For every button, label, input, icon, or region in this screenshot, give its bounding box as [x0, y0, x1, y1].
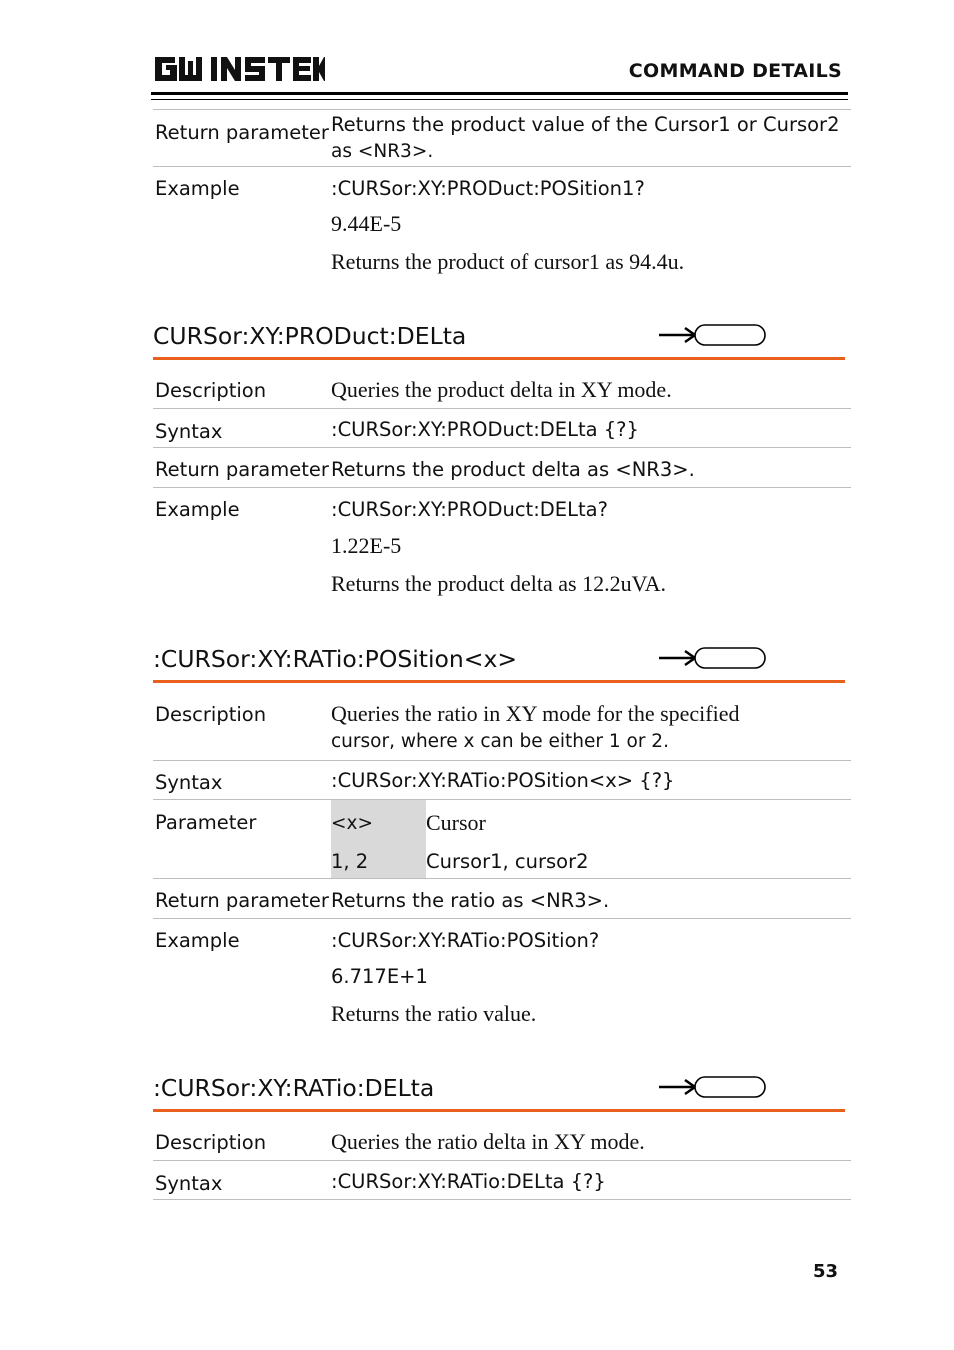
example-command: :CURSor:XY:PRODuct:POSition1?	[331, 177, 645, 200]
header-title: COMMAND DETAILS	[628, 60, 842, 82]
section-title: :CURSor:XY:RATio:POSition<x>	[153, 645, 518, 673]
example-row	[153, 166, 851, 284]
description-row	[153, 1122, 851, 1161]
query-icon	[659, 1075, 767, 1099]
row-label: Example	[155, 177, 240, 200]
row-label: Return parameter	[155, 889, 329, 912]
query-icon	[659, 646, 767, 670]
description-text: Queries the ratio delta in XY mode.	[331, 1129, 645, 1154]
description-line1: Queries the ratio in XY mode for the specified	[331, 701, 740, 726]
parameter-row	[153, 800, 851, 879]
parameter-name: <x>	[331, 813, 373, 834]
header-rule-thin	[151, 99, 848, 100]
parameter-desc: Cursor1, cursor2	[426, 850, 589, 873]
gw-instek-logo	[153, 53, 325, 85]
return-parameter-row	[153, 448, 851, 488]
row-label: Example	[155, 498, 240, 521]
example-response: 1.22E-5	[331, 533, 402, 558]
section-header-ratio-position	[153, 645, 845, 695]
example-explanation: Returns the product delta as 12.2uVA.	[331, 571, 667, 596]
syntax-row	[153, 1161, 851, 1200]
section-title: CURSor:XY:PRODuct:DELta	[153, 322, 467, 350]
return-text: Returns the ratio as <NR3>.	[331, 889, 610, 912]
example-row	[153, 919, 851, 1037]
row-label: Return parameter	[155, 458, 329, 481]
description-text: Queries the product delta in XY mode.	[331, 377, 672, 402]
row-label: Parameter	[155, 811, 257, 834]
description-row	[153, 694, 851, 761]
example-explanation: Returns the product of cursor1 as 94.4u.	[331, 249, 685, 274]
section-header-product-delta	[153, 322, 845, 372]
syntax-text: :CURSor:XY:RATio:DELta {?}	[331, 1170, 606, 1193]
description-row	[153, 370, 851, 409]
row-label: Description	[155, 703, 267, 726]
row-label: Description	[155, 379, 267, 402]
syntax-row	[153, 409, 851, 448]
section-title: :CURSor:XY:RATio:DELta	[153, 1074, 435, 1102]
example-response: 9.44E-5	[331, 211, 402, 236]
example-command: :CURSor:XY:PRODuct:DELta?	[331, 498, 608, 521]
return-text-line1: Returns the product value of the Cursor1 or Cursor2	[331, 113, 840, 136]
return-parameter-row	[153, 109, 851, 167]
syntax-text: :CURSor:XY:PRODuct:DELta {?}	[331, 418, 639, 441]
parameter-desc: Cursor	[426, 810, 486, 835]
row-label: Example	[155, 929, 240, 952]
example-command: :CURSor:XY:RATio:POSition?	[331, 929, 600, 952]
section-rule	[153, 357, 845, 360]
query-icon	[659, 323, 767, 347]
section-rule	[153, 680, 845, 683]
row-label: Return parameter	[155, 121, 329, 144]
return-parameter-row	[153, 879, 851, 919]
page-number: 53	[813, 1261, 839, 1282]
return-text-line2: as <NR3>.	[331, 141, 434, 162]
row-label: Description	[155, 1131, 267, 1154]
syntax-text: :CURSor:XY:RATio:POSition<x> {?}	[331, 769, 675, 792]
header-rule	[151, 92, 848, 95]
row-label: Syntax	[155, 771, 223, 794]
section-header-ratio-delta	[153, 1074, 845, 1124]
row-label: Syntax	[155, 420, 223, 443]
syntax-row	[153, 761, 851, 800]
row-label: Syntax	[155, 1172, 223, 1195]
parameter-name: 1, 2	[331, 850, 369, 873]
description-line2: cursor, where x can be either 1 or 2.	[331, 731, 669, 752]
example-response: 6.717E+1	[331, 965, 428, 988]
example-row	[153, 488, 851, 606]
section-rule	[153, 1109, 845, 1112]
example-explanation: Returns the ratio value.	[331, 1001, 537, 1026]
return-text: Returns the product delta as <NR3>.	[331, 458, 695, 481]
